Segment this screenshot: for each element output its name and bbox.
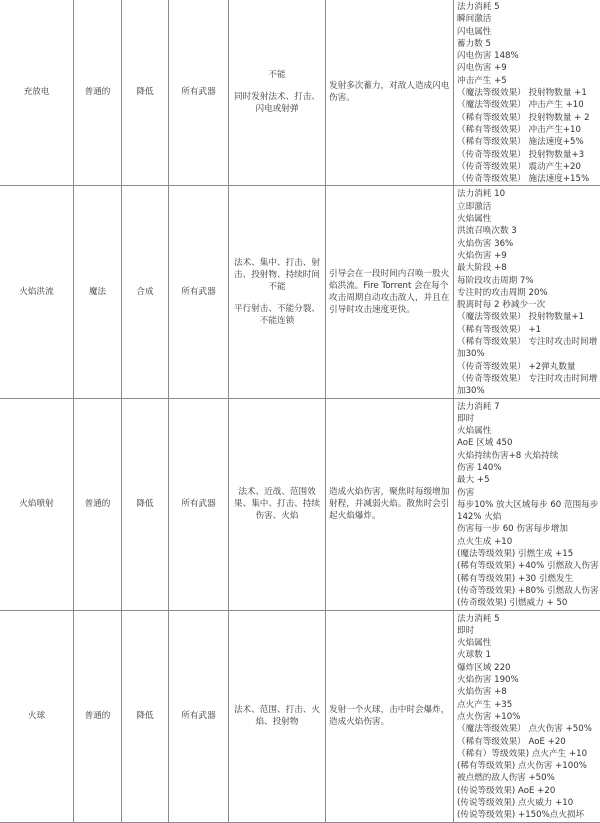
stat-line: 火焰属性 <box>457 213 597 225</box>
stat-line: （稀有等级效果） 投射物数量 + 2 <box>457 112 597 124</box>
stat-line: 最大阶段 +8 <box>457 262 597 274</box>
skill-description: 发射一个火球，击中时会爆炸，造成火焰伤害。 <box>326 610 454 822</box>
stat-line: (传奇级效果) 引燃威力 + 50 <box>457 597 597 609</box>
skill-weapon: 所有武器 <box>169 0 229 186</box>
skill-stats <box>454 0 600 186</box>
stat-line: 伤害 <box>457 487 597 499</box>
tag-line: 法术、集中、打击、射击、投射物、持续时间不能 <box>232 257 322 293</box>
stat-line: (传说等级效果) +150%点火损坏 <box>457 809 597 821</box>
skill-weapon: 所有武器 <box>169 610 229 822</box>
stat-line: （稀有等级效果） 冲击产生+10 <box>457 124 597 136</box>
stat-line: (传奇等级效果) +80% 引燃敌人伤害 <box>457 585 597 597</box>
tag-line: 同时发射法术、打击、闪电或射弹 <box>232 91 322 115</box>
skill-name: 火焰喷射 <box>0 398 74 610</box>
stat-line: 法力消耗 7 <box>457 401 597 413</box>
skill-type: 合成 <box>122 186 169 398</box>
stat-line: (稀有等级效果) +30 引燃发生 <box>457 573 597 585</box>
stat-line: 闪电属性 <box>457 26 597 38</box>
skill-stats <box>454 186 600 398</box>
stat-line: （传奇等级效果） 施法速度+15% <box>457 173 597 185</box>
skill-type: 降低 <box>122 610 169 822</box>
stat-line: 即时 <box>457 625 597 637</box>
skill-tags <box>229 0 326 186</box>
stat-line: 法力消耗 5 <box>457 1 597 13</box>
skill-weapon: 所有武器 <box>169 398 229 610</box>
stat-line: 爆炸区域 220 <box>457 662 597 674</box>
stat-line: 蓄力数 5 <box>457 38 597 50</box>
stat-line: 洪流召唤次数 3 <box>457 225 597 237</box>
stat-line: 火焰伤害 +8 <box>457 686 597 698</box>
skill-stats <box>454 610 600 822</box>
stat-line: （传奇等级效果） 专注时攻击时间增 <box>457 373 597 385</box>
stat-line: 每阶段攻击周期 7% <box>457 275 597 287</box>
skill-type: 降低 <box>122 0 169 186</box>
skill-rarity: 普通的 <box>74 398 122 610</box>
stat-line: （魔法等级效果） 投射物数量+1 <box>457 311 597 323</box>
stat-line: (魔法等级效果) 引燃生成 +15 <box>457 548 597 560</box>
tag-line: 不能 <box>232 69 322 81</box>
stat-line: 点火伤害 +10% <box>457 711 597 723</box>
stat-line: 每步10% 放大区域每步 60 范围每步 <box>457 499 597 511</box>
stat-line: 专注时的攻击周期 20% <box>457 287 597 299</box>
stat-line: (传说等级效果) 点火威力 +10 <box>457 797 597 809</box>
stat-line: (稀有等级效果) 点火伤害 +100% <box>457 760 597 772</box>
stat-line: 火焰伤害 36% <box>457 238 597 250</box>
stat-line: （稀有等级效果） 专注时攻击时间增 <box>457 336 597 348</box>
stat-line: 冲击产生 +5 <box>457 75 597 87</box>
table-row <box>0 398 600 610</box>
stat-line: 最大 +5 <box>457 474 597 486</box>
stat-line: 脱离时每 2 秒减少一次 <box>457 299 597 311</box>
stat-line: 火焰伤害 +9 <box>457 250 597 262</box>
stat-line: 法力消耗 5 <box>457 613 597 625</box>
skill-type: 降低 <box>122 398 169 610</box>
stat-line: （稀有等级效果） 施法速度+5% <box>457 136 597 148</box>
stat-line: 火焰持续伤害+8 火焰持续 <box>457 450 597 462</box>
skill-description: 发射多次蓄力，对敌人造成闪电伤害。 <box>326 0 454 186</box>
stat-line: 火焰属性 <box>457 425 597 437</box>
stat-line: 伤害每一步 60 伤害每步增加 <box>457 523 597 535</box>
stat-line: 火球数 1 <box>457 649 597 661</box>
stat-line: （传奇等级效果） 震动产生+20 <box>457 161 597 173</box>
stat-line: 伤害 140% <box>457 462 597 474</box>
stat-line: 点火生成 +10 <box>457 536 597 548</box>
stat-line: (传说等级效果) AoE +20 <box>457 785 597 797</box>
skill-name: 火焰洪流 <box>0 186 74 398</box>
skill-rarity: 魔法 <box>74 186 122 398</box>
stat-line: AoE 区域 450 <box>457 437 597 449</box>
stat-line: 加30% <box>457 348 597 360</box>
stat-line: 点火产生 +35 <box>457 699 597 711</box>
skill-name: 充放电 <box>0 0 74 186</box>
skill-description: 造成火焰伤害，聚焦时每级增加射程，并减弱火焰。散焦时会引起火焰爆炸。 <box>326 398 454 610</box>
table-row <box>0 186 600 398</box>
stat-line: (稀有等级效果) +40% 引燃敌人伤害 <box>457 560 597 572</box>
stat-line: 法力消耗 10 <box>457 188 597 200</box>
table-row <box>0 610 600 822</box>
skill-rarity: 普通的 <box>74 610 122 822</box>
skill-name: 火球 <box>0 610 74 822</box>
stat-line: 142% 火焰 <box>457 511 597 523</box>
tag-line: 平行射击、不能分裂、不能连锁 <box>232 303 322 327</box>
stat-line: （稀有）等级效果) 点火产生 +10 <box>457 748 597 760</box>
stat-line: （传奇等级效果） 投射物数量+3 <box>457 149 597 161</box>
stat-line: （魔法等级效果） 冲击产生 +10 <box>457 99 597 111</box>
table-row <box>0 0 600 186</box>
skill-tags <box>229 610 326 822</box>
stat-line: （魔法等级效果） 投射物数量 +1 <box>457 87 597 99</box>
stat-line: （稀有等级效果） +1 <box>457 324 597 336</box>
skill-tags <box>229 186 326 398</box>
stat-line: 闪电伤害 +9 <box>457 62 597 74</box>
tag-line: 法术、范围、打击、火焰、投射物 <box>232 704 322 728</box>
stat-line: 闪电伤害 148% <box>457 50 597 62</box>
stat-line: 即时 <box>457 413 597 425</box>
stat-line: （传奇等级效果） +2弹丸数量 <box>457 361 597 373</box>
stat-line: （魔法等级效果） 点火伤害 +50% <box>457 723 597 735</box>
stat-line: 被点燃的敌人伤害 +50% <box>457 772 597 784</box>
skill-description: 引导会在一段时间内召唤一股火焰洪流。Fire Torrent 会在每个攻击周期自动攻击敌人，并且在引导时攻击速度更快。 <box>326 186 454 398</box>
stat-line: 火焰伤害 190% <box>457 674 597 686</box>
skill-rarity: 普通的 <box>74 0 122 186</box>
stat-line: 火焰属性 <box>457 637 597 649</box>
stat-line: 瞬间激活 <box>457 13 597 25</box>
stat-line: （稀有等级效果） AoE +20 <box>457 736 597 748</box>
skill-weapon: 所有武器 <box>169 186 229 398</box>
stat-line: 立即激活 <box>457 201 597 213</box>
skill-tags <box>229 398 326 610</box>
stat-line: 加30% <box>457 385 597 397</box>
tag-line: 法术、近战、范围效果、集中、打击、持续伤害、火焰 <box>232 486 322 522</box>
skill-stats <box>454 398 600 610</box>
